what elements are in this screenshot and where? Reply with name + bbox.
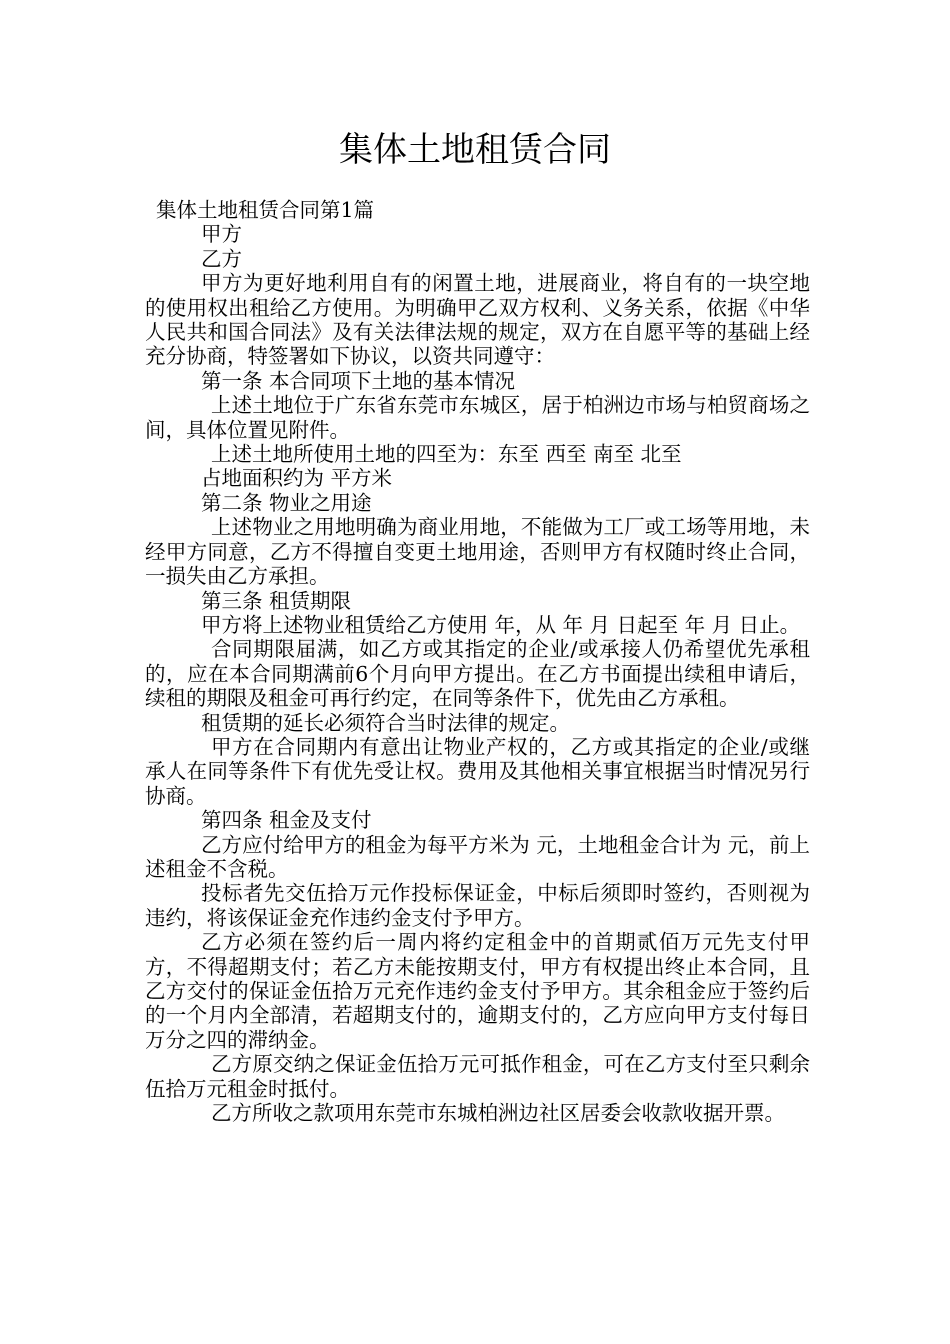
section-subtitle: 集体土地租赁合同第1篇 <box>156 198 375 222</box>
party-b-label: 乙方 <box>201 246 242 271</box>
article-heading-4: 第四条 租金及支付 <box>201 808 372 833</box>
paragraph-land-location: 上述土地位于广东省东莞市东城区，居于柏洲边市场与柏贸商场之间，具体位置见附件。 <box>145 393 810 442</box>
paragraph-land-area: 占地面积约为 平方米 <box>201 466 393 491</box>
paragraph-land-boundaries: 上述土地所使用土地的四至为：东至 西至 南至 北至 <box>211 442 682 467</box>
document-body <box>145 198 810 1125</box>
paragraph-first-refusal: 甲方在合同期内有意出让物业产权的，乙方或其指定的企业/或继承人在同等条件下有优先受让权。费用及其他相关事宜根据当时情况另行协商。 <box>145 734 810 808</box>
paragraph-lease-term: 甲方将上述物业租赁给乙方使用 年，从 年 月 日起至 年 月 日止。 <box>201 612 801 637</box>
paragraph-extension-law: 租赁期的延长必须符合当时法律的规定。 <box>201 710 570 735</box>
paragraph-rent-amount: 乙方应付给甲方的租金为每平方米为 元，土地租金合计为 元，前上述租金不含税。 <box>145 832 810 881</box>
party-a-label: 甲方 <box>201 222 242 247</box>
paragraph-payment-terms: 乙方必须在签约后一周内将约定租金中的首期贰佰万元先支付甲方，不得超期支付；若乙方未能按期支付，甲方有权提出终止本合同，且乙方交付的保证金伍拾万元充作违约金支付予甲方。其余租金应于签约后的一个月内全部清，若超期支付的，逾期支付的，乙方应向甲方支付每日万分之四的滞纳金。 <box>145 930 810 1052</box>
paragraph-bid-deposit: 投标者先交伍拾万元作投标保证金，中标后须即时签约，否则视为违约，将该保证金充作违约金支付予甲方。 <box>145 881 810 930</box>
paragraph-renewal: 合同期限届满，如乙方或其指定的企业/或承接人仍希望优先承租的，应在本合同期满前6个月向甲方提出。在乙方书面提出续租申请后，续租的期限及租金可再行约定，在同等条件下，优先由乙方承租。 <box>145 637 810 711</box>
document-title: 集体土地租赁合同 <box>339 130 611 170</box>
article-heading-1: 第一条 本合同项下土地的基本情况 <box>201 368 516 393</box>
article-heading-2: 第二条 物业之用途 <box>201 490 372 515</box>
paragraph-receipt: 乙方所收之款项用东莞市东城柏洲边社区居委会收款收据开票。 <box>211 1101 785 1126</box>
paragraph-deposit-offset: 乙方原交纳之保证金伍拾万元可抵作租金，可在乙方支付至只剩余伍拾万元租金时抵付。 <box>145 1052 810 1101</box>
article-heading-3: 第三条 租赁期限 <box>201 588 352 613</box>
paragraph-preamble: 甲方为更好地利用自有的闲置土地，进展商业，将自有的一块空地的使用权出租给乙方使用。为明确甲乙双方权利、义务关系，依据《中华人民共和国合同法》及有关法律法规的规定，双方在自愿平等的基础上经充分协商，特签署如下协议，以资共同遵守： <box>145 271 810 369</box>
paragraph-land-use: 上述物业之用地明确为商业用地，不能做为工厂或工场等用地，未经甲方同意，乙方不得擅自变更土地用途，否则甲方有权随时终止合同，一损失由乙方承担。 <box>145 515 810 589</box>
